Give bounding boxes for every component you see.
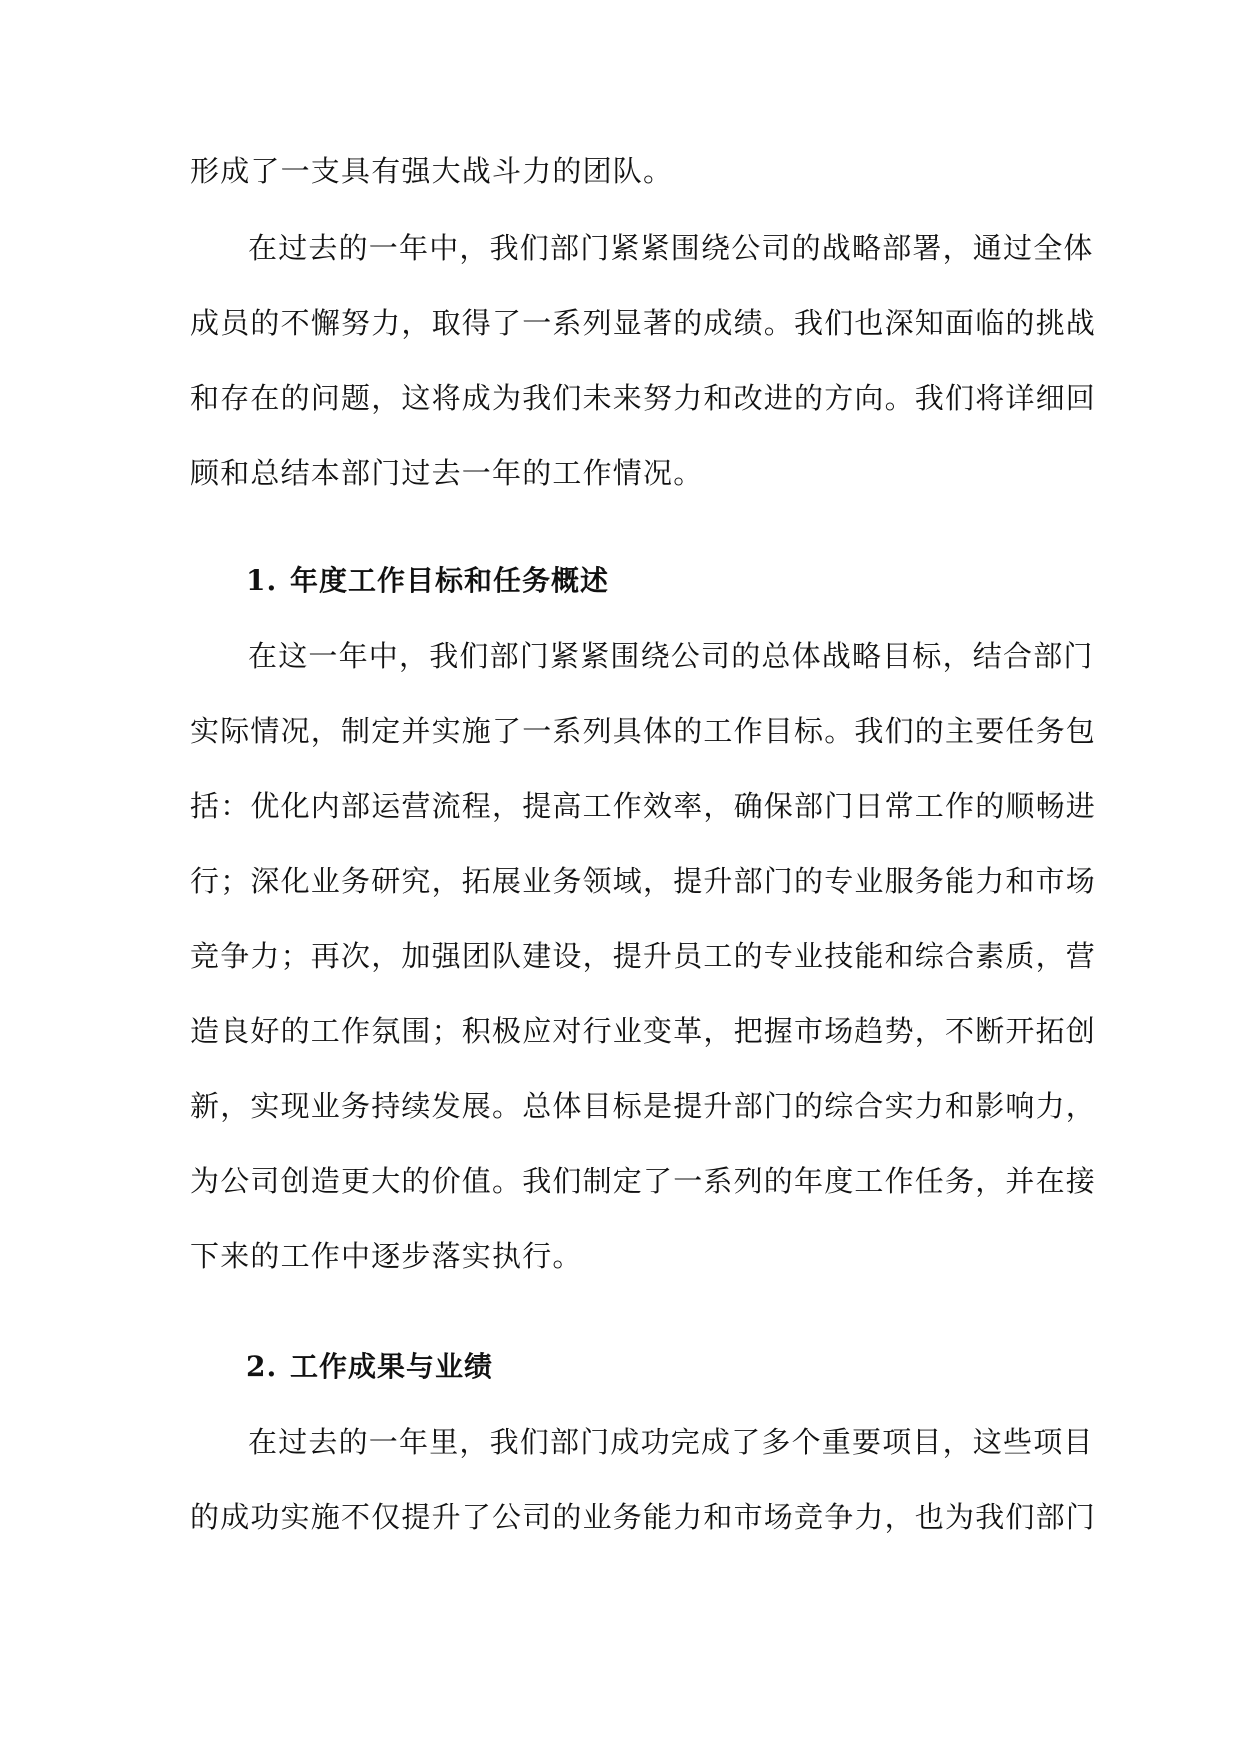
section-title: 年度工作目标和任务概述	[290, 564, 610, 597]
paragraph-section-2	[190, 1405, 1097, 1555]
section-heading-2	[246, 1347, 493, 1387]
paragraph-intro-tail	[190, 134, 1050, 209]
paragraph-line: 竞争力；再次，加强团队建设，提升员工的专业技能和综合素质，营	[190, 939, 1097, 973]
paragraph-line: 在过去的一年中，我们部门紧紧围绕公司的战略部署，通过全体	[248, 231, 1094, 265]
section-number: 2.	[246, 1350, 278, 1383]
paragraph-line: 下来的工作中逐步落实执行。	[190, 1239, 583, 1273]
section-title: 工作成果与业绩	[290, 1350, 494, 1383]
paragraph-line: 行；深化业务研究，拓展业务领域，提升部门的专业服务能力和市场	[190, 864, 1097, 898]
paragraph-section-1	[190, 619, 1097, 1294]
section-heading-1	[246, 561, 609, 601]
paragraph-line: 实际情况，制定并实施了一系列具体的工作目标。我们的主要任务包	[190, 714, 1097, 748]
paragraph-line: 造良好的工作氛围；积极应对行业变革，把握市场趋势，不断开拓创	[190, 1014, 1097, 1048]
section-number: 1.	[246, 564, 278, 597]
paragraph-line: 为公司创造更大的价值。我们制定了一系列的年度工作任务，并在接	[190, 1164, 1097, 1198]
paragraph-overview	[190, 211, 1097, 511]
paragraph-line: 的成功实施不仅提升了公司的业务能力和市场竞争力，也为我们部门	[190, 1500, 1097, 1534]
paragraph-line: 新，实现业务持续发展。总体目标是提升部门的综合实力和影响力，	[190, 1089, 1097, 1123]
paragraph-line: 形成了一支具有强大战斗力的团队。	[190, 154, 674, 188]
paragraph-line: 顾和总结本部门过去一年的工作情况。	[190, 456, 704, 490]
paragraph-line: 和存在的问题，这将成为我们未来努力和改进的方向。我们将详细回	[190, 381, 1097, 415]
paragraph-line: 括：优化内部运营流程，提高工作效率，确保部门日常工作的顺畅进	[190, 789, 1097, 823]
paragraph-line: 在过去的一年里，我们部门成功完成了多个重要项目，这些项目	[248, 1425, 1094, 1459]
paragraph-line: 成员的不懈努力，取得了一系列显著的成绩。我们也深知面临的挑战	[190, 306, 1097, 340]
paragraph-line: 在这一年中，我们部门紧紧围绕公司的总体战略目标，结合部门	[248, 639, 1094, 673]
